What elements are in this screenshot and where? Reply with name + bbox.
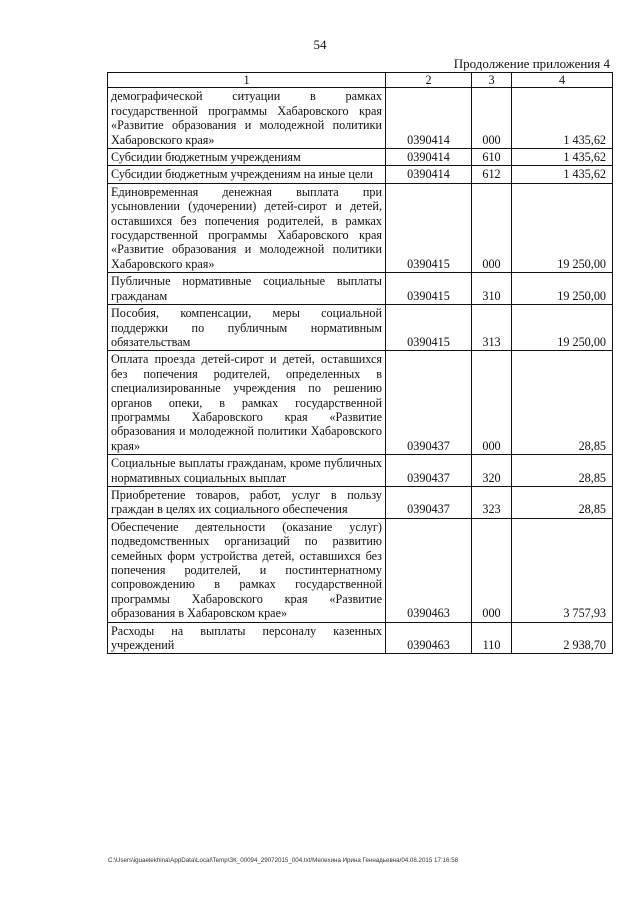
row-target-code: 0390463: [386, 518, 472, 622]
row-description: Субсидии бюджетным учреждениям: [108, 149, 386, 166]
row-amount: 19 250,00: [512, 183, 613, 272]
column-header: 3: [472, 73, 512, 88]
row-expense-type: 313: [472, 305, 512, 351]
row-amount: 3 757,93: [512, 518, 613, 622]
row-description: Расходы на выплаты персоналу казенных учреждений: [108, 622, 386, 654]
row-expense-type: 000: [472, 88, 512, 149]
table-row: [108, 518, 613, 622]
table-row: [108, 351, 613, 455]
row-expense-type: 110: [472, 622, 512, 654]
table-row: [108, 149, 613, 166]
row-target-code: 0390463: [386, 622, 472, 654]
row-expense-type: 612: [472, 166, 512, 183]
budget-table: [107, 72, 613, 654]
row-target-code: 0390437: [386, 486, 472, 518]
row-description: Обеспечение деятельности (оказание услуг) подведомственных организаций по развитию семейных форм устройства детей, оставшихся без попечения родителей, и постинтернатному сопровождению в рамках государственной программы Хабаровского края «Развитие образования в Хабаровском крае»: [108, 518, 386, 622]
page-number: 54: [313, 37, 327, 52]
row-amount: 28,85: [512, 455, 613, 487]
row-amount: 28,85: [512, 351, 613, 455]
table-row: [108, 305, 613, 351]
table-row: [108, 183, 613, 272]
row-expense-type: 323: [472, 486, 512, 518]
row-target-code: 0390437: [386, 455, 472, 487]
row-amount: 1 435,62: [512, 88, 613, 149]
row-description: Субсидии бюджетным учреждениям на иные цели: [108, 166, 386, 183]
row-amount: 19 250,00: [512, 273, 613, 305]
table-row: [108, 622, 613, 654]
table-row: [108, 273, 613, 305]
row-target-code: 0390415: [386, 183, 472, 272]
table-row: [108, 486, 613, 518]
column-header: 1: [108, 73, 386, 88]
row-target-code: 0390414: [386, 149, 472, 166]
row-amount: 28,85: [512, 486, 613, 518]
row-description: Пособия, компенсации, меры социальной поддержки по публичным нормативным обязательствам: [108, 305, 386, 351]
row-description: Социальные выплаты гражданам, кроме публичных нормативных социальных выплат: [108, 455, 386, 487]
row-description: демографической ситуации в рамках государственной программы Хабаровского края «Развитие образования и молодежной политики Хабаровского края»: [108, 88, 386, 149]
row-amount: 1 435,62: [512, 149, 613, 166]
file-path-footer: C:\Users\iguaelekhina\AppData\Local\Temp\ЗК_00094_29072015_004.txt/Мелехина Ирина Геннадьевна/04.08.2015 17:16:58: [108, 857, 459, 864]
row-description: Оплата проезда детей-сирот и детей, оставшихся без попечения родителей, определенных в специализированные учреждения по решению органов опеки, в рамках государственной программы Хабаровского края «Развитие образования и молодежной политики Хабаровского края»: [108, 351, 386, 455]
row-description: Единовременная денежная выплата при усыновлении (удочерении) детей-сирот и детей, оставшихся без попечения родителей, в рамках государственной программы Хабаровского края «Развитие образования и молодежной политики Хабаровского края»: [108, 183, 386, 272]
continuation-label: Продолжение приложения 4: [453, 56, 610, 71]
row-target-code: 0390415: [386, 305, 472, 351]
row-expense-type: 610: [472, 149, 512, 166]
row-expense-type: 320: [472, 455, 512, 487]
column-header: 2: [386, 73, 472, 88]
row-target-code: 0390414: [386, 88, 472, 149]
table-row: [108, 166, 613, 183]
row-expense-type: 000: [472, 183, 512, 272]
table-row: [108, 455, 613, 487]
row-expense-type: 000: [472, 351, 512, 455]
row-amount: 1 435,62: [512, 166, 613, 183]
row-target-code: 0390415: [386, 273, 472, 305]
row-target-code: 0390437: [386, 351, 472, 455]
row-amount: 19 250,00: [512, 305, 613, 351]
row-description: Публичные нормативные социальные выплаты гражданам: [108, 273, 386, 305]
row-amount: 2 938,70: [512, 622, 613, 654]
table-row: [108, 88, 613, 149]
row-description: Приобретение товаров, работ, услуг в пользу граждан в целях их социального обеспечения: [108, 486, 386, 518]
row-expense-type: 310: [472, 273, 512, 305]
row-target-code: 0390414: [386, 166, 472, 183]
column-header: 4: [512, 73, 613, 88]
table-header-row: [108, 73, 613, 88]
row-expense-type: 000: [472, 518, 512, 622]
